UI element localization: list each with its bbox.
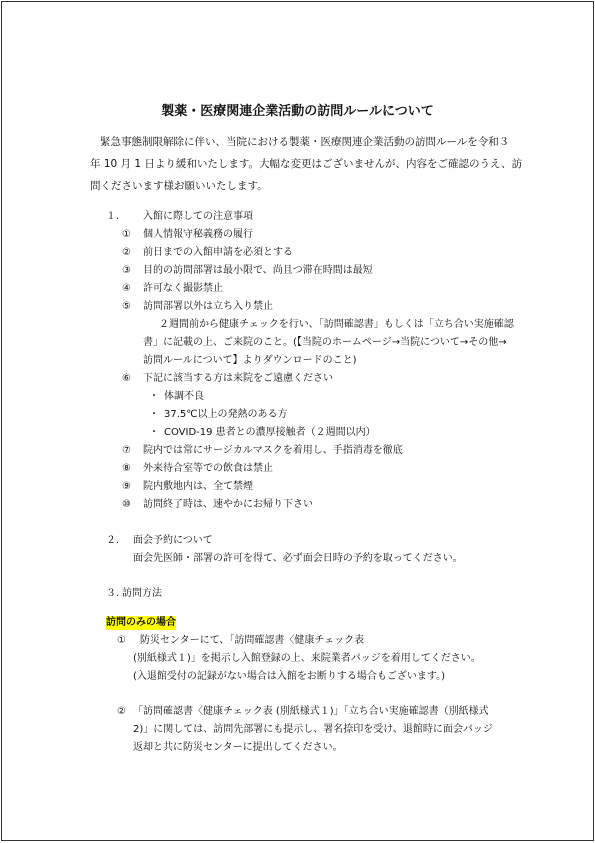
s1-item3-text: 目的の訪問部署は最小限で、尚且つ滞在時間は最短	[143, 265, 373, 276]
s1-item2-text: 前日までの入館申請を必須とする	[143, 247, 293, 258]
bullet-mark: ・	[149, 409, 159, 420]
s3-item2-num: ②	[117, 706, 126, 717]
s1-item5-detail-3: 訪問ルールについて】よりダウンロードのこと)	[143, 355, 357, 366]
section1-heading: 入館に際しての注意事項	[143, 211, 253, 222]
bullet-text: COVID-19 患者との濃厚接触者（２週間以内）	[164, 427, 376, 438]
intro-line-3: 問くださいます様お願いいたします。	[90, 180, 268, 192]
visit-only-highlight: 訪問のみの場合	[106, 617, 176, 628]
s1-item1-num: ①	[122, 229, 131, 240]
page-title: 製薬・医療関連企業活動の訪問ルールについて	[161, 104, 434, 119]
s3-item2-line1: 「訪問確認書〈健康チェック表 (別紙様式１)」「立ち合い実施確認書（別紙様式	[133, 706, 489, 717]
s3-item1-line2: (別紙様式１)」を掲示し入館登録の上、来院業者パッジを着用してください。	[133, 653, 481, 664]
s1-item1-text: 個人情報守秘義務の履行	[143, 229, 253, 240]
intro-line-1: 緊急事態制限解除に伴い、当院における製薬・医療関連企業活動の訪問ルールを令和３	[100, 136, 510, 148]
section1-number: １.	[106, 211, 120, 222]
s1-item7-num: ⑦	[122, 445, 131, 456]
s3-item1-line3: (入退館受付の記録がない場合は入館をお断りする場合もございます。)	[133, 671, 446, 682]
section3-heading: 訪問方法	[122, 588, 162, 599]
s3-item1-num: ①	[117, 635, 126, 646]
bullet-mark: ・	[149, 391, 159, 402]
section3-number: ３.	[106, 588, 120, 599]
s1-item8-num: ⑧	[122, 463, 131, 474]
s1-item4-num: ④	[122, 283, 131, 294]
s1-item6-text: 下記に該当する方は来院をご遠慮ください	[143, 373, 333, 384]
s1-item10-num: ⑩	[122, 499, 131, 510]
s1-item5-num: ⑤	[122, 301, 131, 312]
s1-item7-text: 院内では常にサージカルマスクを着用し、手指消毒を徹底	[143, 445, 403, 456]
s1-item10-text: 訪問終了時は、速やかにお帰り下さい	[143, 499, 313, 510]
bullet-mark: ・	[149, 427, 159, 438]
s1-item5-text: 訪問部署以外は立ち入り禁止	[143, 301, 273, 312]
intro-line-2: 年 10 月 1 日より緩和いたします。大幅な変更はございませんが、内容をご確認のうえ、訪	[90, 158, 523, 170]
section2-heading: 面会予約について	[133, 535, 213, 546]
s1-item9-num: ⑨	[122, 481, 131, 492]
s3-item2-line3: 返却と共に防災センターに提出してください。	[133, 742, 343, 753]
intro-paragraph	[90, 131, 530, 197]
s3-item2-line2: 2)」に関しては、訪問先部署にも提示し、署名捺印を受け、退館時に面会パッジ	[133, 724, 493, 735]
s1-item4-text: 許可なく撮影禁止	[143, 283, 223, 294]
document-page	[1, 1, 594, 841]
s1-item9-text: 院内敷地内は、全て禁煙	[143, 481, 253, 492]
s1-item3-num: ③	[122, 265, 131, 276]
s3-item1-line1: 防災センターにて、「訪問確認書〈健康チェック表	[140, 635, 365, 646]
s1-item5-detail-1: ２週間前から健康チェックを行い、「訪問確認書」もしくは「立ち合い実施確認	[159, 319, 514, 330]
s1-item5-detail-2: 書」に記載の上、ご来院のこと。(【当院のホームページ→当院について→その他→	[143, 337, 507, 348]
s1-item6-num: ⑥	[122, 373, 131, 384]
section2-number: ２.	[106, 535, 120, 546]
bullet-text: 体調不良	[164, 391, 204, 402]
bullet-text: 37.5℃以上の発熱のある方	[164, 409, 288, 420]
section2-body: 面会先医師・部署の許可を得て、必ず面会日時の予約を取ってください。	[133, 553, 463, 564]
s1-item2-num: ②	[122, 247, 131, 258]
s1-item8-text: 外来待合室等での飲食は禁止	[143, 463, 273, 474]
